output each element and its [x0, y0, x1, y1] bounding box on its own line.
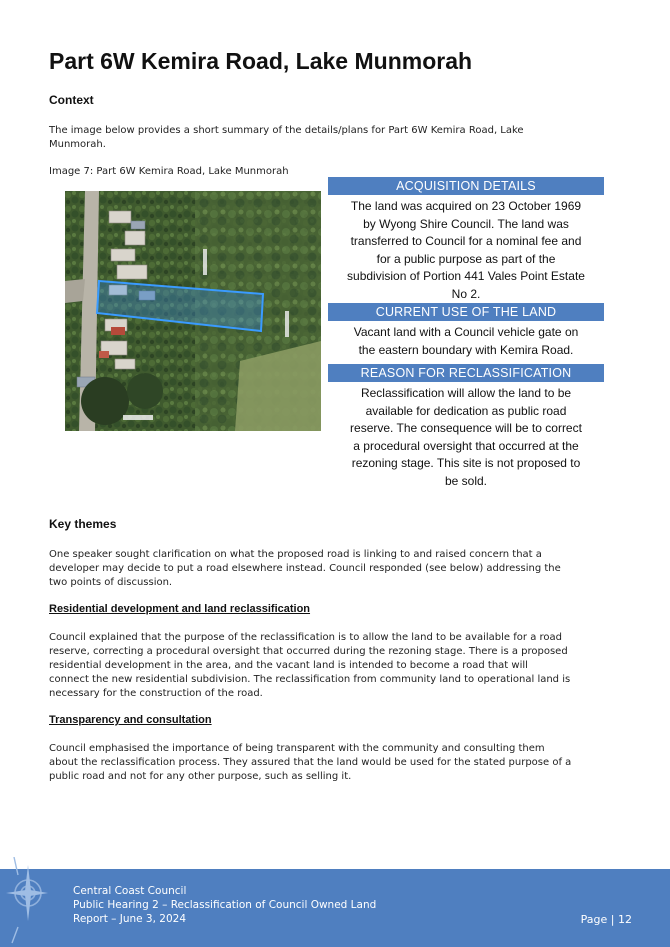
reason-panel [328, 364, 604, 490]
footer-date: Report – June 3, 2024 [73, 913, 187, 925]
current-use-heading: CURRENT USE OF THE LAND [328, 303, 604, 321]
reason-line: available for dedication as public road [365, 403, 567, 418]
transparency-line: Council emphasised the importance of being transparent with the community and consulting them [49, 743, 545, 754]
context-intro [49, 124, 624, 152]
transparency-line: about the reclassification process. They assured that the land would be used for the stated purpose of a [49, 757, 572, 768]
context-heading: Context [49, 93, 94, 107]
key-themes-line: two points of discussion. [49, 577, 173, 588]
transparency-line: public road and not for any other purpose, such as selling it. [49, 771, 352, 782]
residential-text [49, 631, 624, 701]
residential-line: reserve, correcting a procedural oversight that occurred during the rezoning stage. There is a proposed [49, 646, 568, 657]
key-themes-text [49, 548, 624, 590]
acquisition-line: No 2. [451, 286, 481, 301]
residential-line: connect the new residential subdivision. The reclassification from community land to operational land is [49, 674, 571, 685]
current-use-line: Vacant land with a Council vehicle gate on [353, 325, 579, 339]
context-intro-line-2: Munmorah. [49, 139, 106, 150]
key-themes-line: developer may decide to put a road elsewhere instead. Council responded (see below) addressing the [49, 563, 561, 574]
residential-line: necessary for the construction of the road. [49, 688, 263, 699]
footer-page-number: Page | 12 [580, 913, 632, 926]
page-title: Part 6W Kemira Road, Lake Munmorah [49, 48, 473, 74]
page-footer [0, 869, 670, 947]
acquisition-details-heading: ACQUISITION DETAILS [328, 177, 604, 195]
transparency-heading: Transparency and consultation [49, 714, 212, 726]
acquisition-details-panel [328, 177, 604, 303]
key-themes-line: One speaker sought clarification on what the proposed road is linking to and raised concern that a [49, 549, 542, 560]
reason-line: Reclassification will allow the land to be [360, 386, 572, 400]
reason-line: reserve. The consequence will be to correct [350, 421, 582, 435]
aerial-map-image [65, 191, 321, 431]
acquisition-line: for a public purpose as part of the [376, 251, 556, 266]
current-use-panel [328, 303, 604, 359]
reason-text [328, 382, 604, 490]
acquisition-line: by Wyong Shire Council. The land was [363, 216, 569, 231]
image-caption: Image 7: Part 6W Kemira Road, Lake Munmorah [49, 166, 289, 177]
context-intro-line-1: The image below provides a short summary of the details/plans for Part 6W Kemira Road, Lake [49, 125, 524, 136]
current-use-line: the eastern boundary with Kemira Road. [358, 342, 574, 357]
residential-heading: Residential development and land reclassification [49, 603, 311, 615]
footer-org: Central Coast Council [73, 885, 187, 897]
footer-document-title: Public Hearing 2 – Reclassification of Council Owned Land [73, 899, 377, 911]
reason-heading: REASON FOR RECLASSIFICATION [328, 364, 604, 382]
current-use-text [328, 321, 604, 359]
reason-line: a procedural oversight that occurred at the [353, 438, 579, 453]
acquisition-line: transferred to Council for a nominal fee and [350, 234, 582, 248]
key-themes-heading: Key themes [49, 517, 117, 531]
reason-line: rezoning stage. This site is not proposed to [351, 456, 581, 470]
acquisition-line: subdivision of Portion 441 Vales Point Estate [347, 269, 585, 283]
acquisition-details-text [328, 195, 604, 303]
residential-line: Council explained that the purpose of the reclassification is to allow the land to be available for a road [49, 632, 562, 643]
residential-line: residential development in the area, and the vacant land is intended to become a road that will [49, 660, 528, 671]
transparency-text [49, 742, 624, 784]
compass-logo-icon [4, 857, 50, 947]
acquisition-line: The land was acquired on 23 October 1969 [350, 199, 582, 213]
reason-line: be sold. [444, 473, 488, 488]
